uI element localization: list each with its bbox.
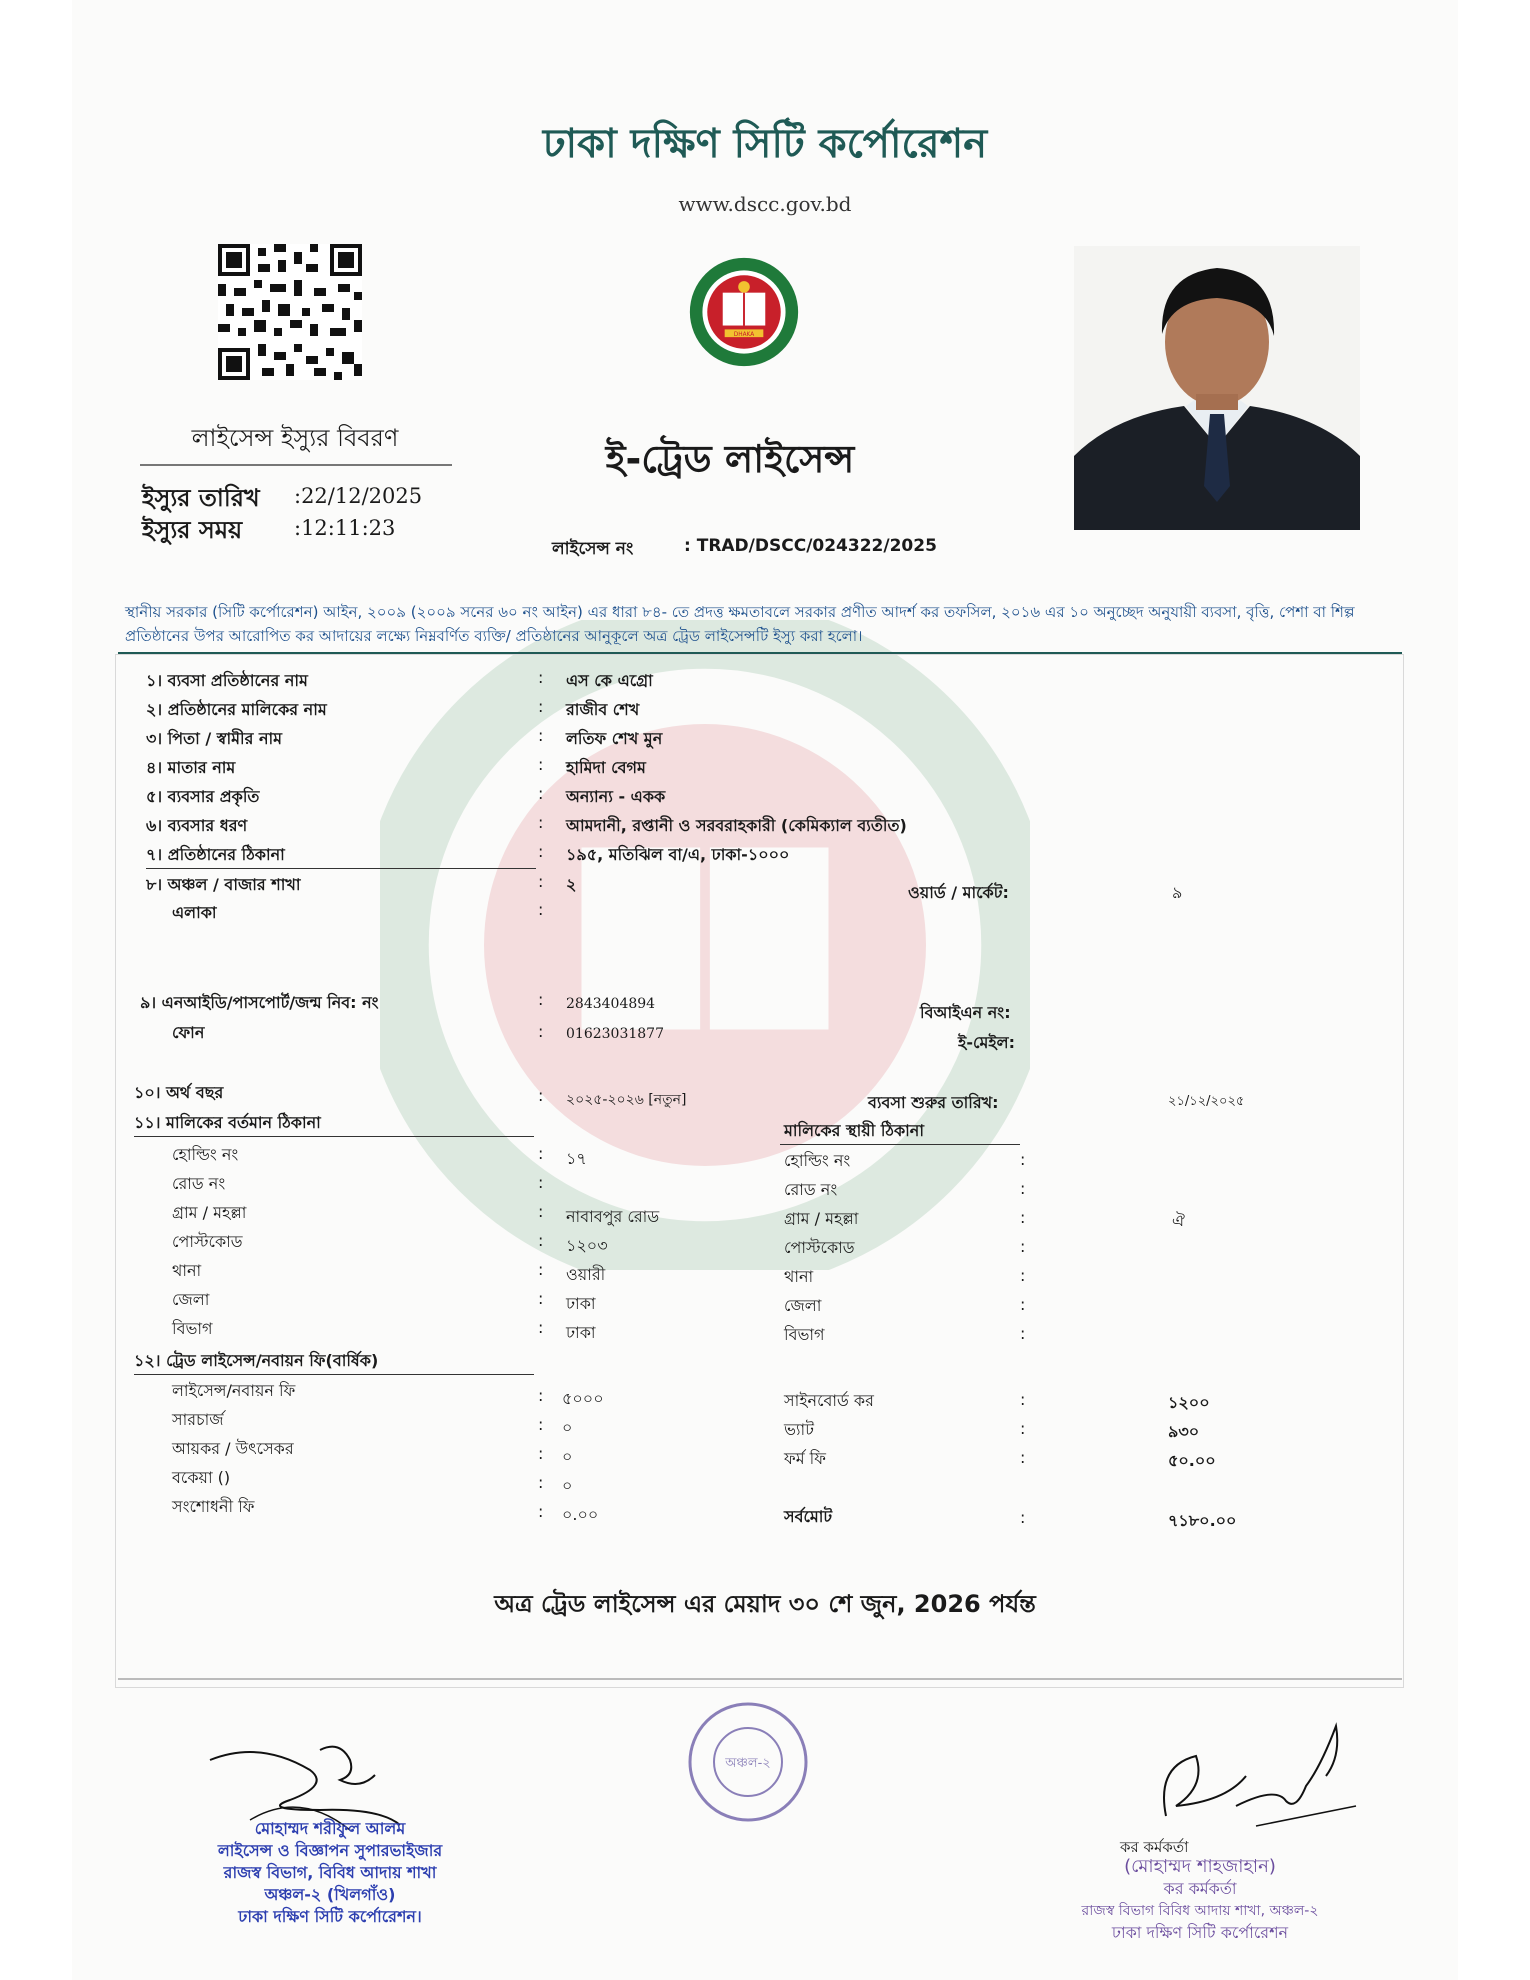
fees-heading: ১২। ট্রেড লাইসেন্স/নবায়ন ফি(বার্ষিক): [134, 1351, 379, 1370]
address-permanent-label: জেলা: [784, 1296, 822, 1315]
fee-label: সারচার্জ: [172, 1410, 224, 1429]
fee-label: লাইসেন্স/নবায়ন ফি: [172, 1381, 296, 1400]
address-label: বিভাগ: [172, 1319, 213, 1338]
zone-value: ২: [566, 875, 577, 894]
address-label: থানা: [172, 1261, 202, 1280]
fee-right-label: ভ্যাট: [784, 1420, 814, 1439]
field-value: এস কে এগ্রো: [566, 671, 653, 690]
area-label: এলাকা: [172, 903, 217, 922]
issue-time-value: :12:11:23: [294, 516, 396, 540]
address-label: জেলা: [172, 1290, 210, 1309]
fee-value: ০: [562, 1418, 573, 1437]
colon: :: [538, 697, 544, 716]
fee-value: ০: [562, 1447, 573, 1466]
divider: [140, 464, 452, 466]
colon: :: [1020, 1390, 1026, 1409]
colon: :: [1020, 1208, 1026, 1227]
field-value: আমদানী, রপ্তানী ও সরবরাহকারী (কেমিক্যাল ব্যতীত): [566, 816, 907, 835]
colon: :: [538, 1231, 544, 1250]
field-value: অন্যান্য - একক: [566, 787, 666, 806]
fiscal-label: ১০। অর্থ বছর: [134, 1083, 224, 1102]
bin-label: বিআইএন নং:: [920, 1003, 1011, 1022]
zone-label: ৮। অঞ্চল / বাজার শাখা: [146, 875, 301, 894]
fee-label: বকেয়া (): [172, 1468, 231, 1487]
fee-value: ৫০০০: [562, 1389, 604, 1408]
colon: :: [538, 1386, 544, 1405]
colon: :: [538, 1502, 544, 1521]
license-no-label: লাইসেন্স নং: [552, 539, 634, 559]
colon: :: [538, 1022, 544, 1041]
fiscal-value: ২০২৫-২০২৬ [নতুন]: [566, 1092, 687, 1108]
colon: :: [538, 726, 544, 745]
issue-heading: লাইসেন্স ইস্যুর বিবরণ: [191, 424, 399, 452]
license-title: ই-ট্রেড লাইসেন্স: [605, 437, 855, 481]
start-date-value: ২১/১২/২০২৫: [1168, 1094, 1245, 1109]
colon: :: [538, 1173, 544, 1192]
field-label: ৪। মাতার নাম: [146, 758, 236, 777]
issue-time-label: ইস্যুর সময়: [142, 516, 243, 544]
left-stamp-line: লাইসেন্স ও বিজ্ঞাপন সুপারভাইজার: [217, 1841, 443, 1860]
colon: :: [538, 1144, 544, 1163]
fee-value: ০.০০: [562, 1505, 599, 1524]
colon: :: [538, 1444, 544, 1463]
address-current-value: ঢাকা: [566, 1294, 596, 1313]
underline: [134, 1136, 534, 1137]
nid-label: ৯। এনআইডি/পাসপোর্ট/জন্ম নিব: নং: [140, 993, 379, 1012]
left-stamp-line: রাজস্ব বিভাগ, বিবিধ আদায় শাখা: [223, 1863, 437, 1882]
total-value: ৭১৮০.০০: [1168, 1511, 1237, 1530]
divider: [118, 1678, 1402, 1680]
address-current-value: ১২০৩: [566, 1236, 608, 1255]
stamp-text: অঞ্চল-২: [725, 1756, 771, 1771]
field-value: ১৯৫, মতিঝিল বা/এ, ঢাকা-১০০০: [566, 845, 790, 864]
colon: :: [538, 1202, 544, 1221]
page-title: ঢাকা দক্ষিণ সিটি কর্পোরেশন: [542, 121, 988, 167]
office-stamp-icon: [686, 1700, 810, 1824]
address-permanent-label: থানা: [784, 1267, 814, 1286]
underline: [146, 868, 536, 869]
colon: :: [1020, 1150, 1026, 1169]
colon: :: [1020, 1419, 1026, 1438]
website-url: www.dscc.gov.bd: [678, 192, 852, 216]
fee-right-value: ৫০.০০: [1168, 1451, 1216, 1470]
nid-value: 2843404894: [566, 996, 656, 1012]
colon: :: [1020, 1266, 1026, 1285]
fee-label: সংশোধনী ফি: [172, 1497, 255, 1516]
license-no-value: : TRAD/DSCC/024322/2025: [684, 536, 937, 556]
ward-value: ৯: [1172, 883, 1183, 902]
address-current-value: নাবাবপুর রোড: [566, 1207, 660, 1226]
fee-right-value: ১২০০: [1168, 1393, 1210, 1412]
colon: :: [1020, 1295, 1026, 1314]
issue-date-value: :22/12/2025: [294, 484, 423, 508]
field-label: ৭। প্রতিষ্ঠানের ঠিকানা: [146, 845, 285, 864]
colon: :: [1020, 1237, 1026, 1256]
ward-label: ওয়ার্ড / মার্কেট:: [908, 883, 1009, 902]
colon: :: [538, 1289, 544, 1308]
fee-right-value: ৯৩০: [1168, 1422, 1200, 1441]
right-stamp-line: (মোহাম্মদ শাহজাহান): [1124, 1856, 1276, 1877]
colon: :: [1020, 1508, 1026, 1527]
issue-date-label: ইস্যুর তারিখ: [142, 484, 260, 512]
colon: :: [538, 842, 544, 861]
preamble-text: স্থানীয় সরকার (সিটি কর্পোরেশন) আইন, ২০০৯ (২০০৯ সনের ৬০ নং আইন) এর ধারা ৮৪- তে প্রদত্ত ক্ষমতাবলে সরকার প্রণীত আদর্শ কর তফসিল, ২০১৬ এর ১০ অনুচ্ছেদ অনুযায়ী ব্যবসা, বৃত্তি, পেশা বা শিল্প প্রতিষ্ঠানের উপর আরোপিত কর আদায়ের লক্ষ্যে নিম্নবর্ণিত ব্যক্তি/ প্রতিষ্ঠানের আনুকূলে অত্র ট্রেড লাইসেন্সটি ইস্যু করা হলো।: [125, 603, 1355, 645]
address-current-value: ওয়ারী: [566, 1265, 606, 1284]
colon: :: [538, 1473, 544, 1492]
address-permanent-label: রোড নং: [784, 1180, 838, 1199]
address-permanent-label: গ্রাম / মহল্লা: [784, 1209, 859, 1228]
field-value: লতিফ শেখ মুন: [566, 729, 663, 748]
fee-label: আয়কর / উৎসেকর: [172, 1439, 294, 1458]
right-signature-icon: [1136, 1706, 1366, 1836]
current-address-heading: ১১। মালিকের বর্তমান ঠিকানা: [134, 1113, 321, 1132]
field-value: হামিদা বেগম: [566, 758, 646, 777]
address-permanent-label: হোল্ডিং নং: [784, 1151, 851, 1170]
colon: :: [538, 990, 544, 1009]
dscc-logo-icon: [675, 254, 813, 370]
address-permanent-label: পোস্টকোড: [784, 1238, 855, 1257]
left-stamp: [190, 1818, 470, 1928]
colon: :: [538, 1415, 544, 1434]
colon: :: [538, 872, 544, 891]
colon: :: [538, 900, 544, 919]
right-signature-title: কর কর্মকর্তা: [1120, 1838, 1189, 1856]
field-label: ১। ব্যবসা প্রতিষ্ঠানের নাম: [146, 671, 308, 690]
colon: :: [538, 813, 544, 832]
right-stamp-line: কর কর্মকর্তা: [1163, 1879, 1237, 1898]
fee-right-label: ফর্ম ফি: [784, 1449, 826, 1468]
fee-right-label: সাইনবোর্ড কর: [784, 1391, 874, 1410]
validity-text: অত্র ট্রেড লাইসেন্স এর মেয়াদ ৩০ শে জুন, 2026 পর্যন্ত: [494, 1590, 1036, 1618]
colon: :: [1020, 1179, 1026, 1198]
address-label: গ্রাম / মহল্লা: [172, 1203, 247, 1222]
phone-value: 01623031877: [566, 1026, 664, 1042]
phone-label: ফোন: [172, 1023, 205, 1042]
address-permanent-value: ঐ: [1172, 1211, 1185, 1230]
underline: [134, 1374, 534, 1375]
owner-photo: [1074, 246, 1360, 530]
right-stamp-line: ঢাকা দক্ষিণ সিটি কর্পোরেশন: [1111, 1923, 1289, 1942]
left-stamp-line: ঢাকা দক্ষিণ সিটি কর্পোরেশন।: [238, 1907, 422, 1926]
left-stamp-line: অঞ্চল-২ (খিলগাঁও): [264, 1885, 396, 1904]
field-label: ৩। পিতা / স্বামীর নাম: [146, 729, 283, 748]
colon: :: [538, 1086, 544, 1105]
address-permanent-label: বিভাগ: [784, 1325, 825, 1344]
colon: :: [538, 668, 544, 687]
field-label: ২। প্রতিষ্ঠানের মালিকের নাম: [146, 700, 327, 719]
fee-value: ০: [562, 1476, 573, 1495]
colon: :: [538, 784, 544, 803]
colon: :: [538, 755, 544, 774]
total-label: সর্বমোট: [784, 1507, 833, 1526]
right-stamp-line: রাজস্ব বিভাগ বিবিধ আদায় শাখা, অঞ্চল-২: [1081, 1903, 1319, 1919]
address-label: রোড নং: [172, 1174, 226, 1193]
colon: :: [1020, 1448, 1026, 1467]
left-stamp-line: মোহাম্মদ শরীফুল আলম: [254, 1819, 406, 1838]
address-current-value: ১৭: [566, 1149, 587, 1168]
address-current-value: ঢাকা: [566, 1323, 596, 1342]
right-stamp: [1040, 1856, 1360, 1944]
field-value: রাজীব শেখ: [566, 700, 640, 719]
colon: :: [538, 1318, 544, 1337]
underline: [780, 1144, 1020, 1145]
address-label: হোল্ডিং নং: [172, 1145, 239, 1164]
address-label: পোস্টকোড: [172, 1232, 243, 1251]
colon: :: [1020, 1324, 1026, 1343]
field-label: ৬। ব্যবসার ধরণ: [146, 816, 248, 835]
field-label: ৫। ব্যবসার প্রকৃতি: [146, 787, 260, 806]
permanent-address-heading: মালিকের স্থায়ী ঠিকানা: [784, 1121, 924, 1140]
colon: :: [538, 1260, 544, 1279]
qr-code-icon: [218, 244, 362, 380]
logo-text: DHAKA: [733, 332, 755, 339]
email-label: ই-মেইল:: [958, 1033, 1015, 1052]
start-date-label: ব্যবসা শুরুর তারিখ:: [868, 1093, 999, 1112]
